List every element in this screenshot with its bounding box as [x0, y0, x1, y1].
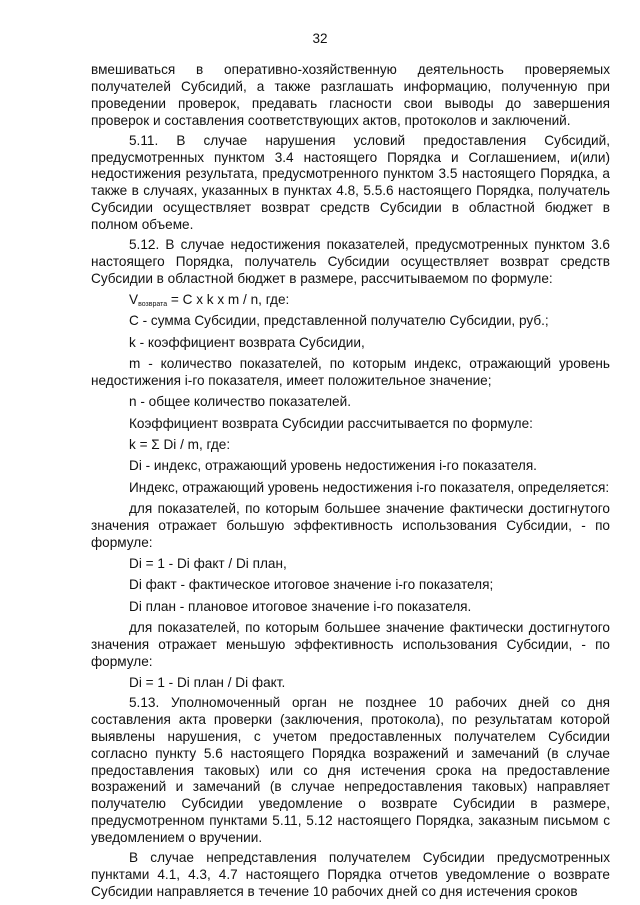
index-intro: Индекс, отражающий уровень недостижения i-го показателя, определяется: [129, 479, 610, 495]
paragraph-5-12: 5.12. В случае недостижения показателей, предусмотренных пунктом 3.6 настоящего Порядка, получатель Субсидии осуществляет возврат средств Субсидии в областной бюджет в размере, рассчитываемом по формуле: [91, 237, 610, 286]
formula-return-amount [91, 292, 610, 309]
formula-v: V [129, 292, 139, 308]
definition-di-plan: Di план - плановое итоговое значение i-го показателя. [129, 598, 472, 614]
definition-m: m - количество показателей, по которым индекс, отражающий уровень недостижения i-го показателя, имеет положительное значение; [91, 356, 610, 388]
case-greater-worse: для показателей, по которым большее значение фактически достигнутого значения отражает меньшую эффективность использования Субсидии, - по формуле: [91, 620, 610, 669]
paragraph-5-11: 5.11. В случае нарушения условий предоставления Субсидий, предусмотренных пунктом 3.4 настоящего Порядка и Соглашением, и(или) недостижения результата, предусмотренного пунктом 3.5 настоящего Порядка, а также в случаях, указанных в пунктах 4.8, 5.5.6 настоящего Порядка, получатель Субсидии осуществляет возврат средств Субсидии в областной бюджет в полном объеме. [91, 132, 610, 232]
definition-di-fact: Di факт - фактическое итоговое значение i-го показателя; [129, 577, 494, 593]
document-body [91, 62, 610, 901]
definition-k: k - коэффициент возврата Субсидии, [129, 334, 365, 350]
coefficient-intro: Коэффициент возврата Субсидии рассчитывается по формуле: [129, 415, 533, 431]
definition-c: C - сумма Субсидии, представленной получателю Субсидии, руб.; [129, 313, 549, 329]
definition-n: n - общее количество показателей. [129, 394, 351, 410]
formula-di-2: Di = 1 - Di план / Di факт. [129, 675, 286, 691]
paragraph-continuation: вмешиваться в оперативно-хозяйственную деятельность проверяемых получателей Субсидий, а также разглашать информацию, полученную при проведении проверок, предавать гласности свои выводы до завершения проверок и составления соответствующих актов, протоколов и заключений. [91, 62, 610, 128]
formula-subscript: возврата [138, 301, 168, 309]
definition-di: Di - индекс, отражающий уровень недостижения i-го показателя. [129, 458, 537, 474]
page-number: 32 [312, 31, 328, 46]
formula-di-1: Di = 1 - Di факт / Di план, [129, 556, 287, 572]
case-greater-better: для показателей, по которым большее значение фактически достигнутого значения отражает большую эффективность использования Субсидии, - по формуле: [91, 501, 610, 550]
formula-rest: = C x k x m / n, где: [167, 292, 290, 308]
paragraph-reports: В случае непредставления получателем Субсидии предусмотренных пунктами 4.1, 4.3, 4.7 настоящего Порядка отчетов уведомление о возврате Субсидии направляется в течение 10 рабочих дней со дня истечения сроков [91, 850, 610, 899]
formula-coefficient: k = Σ Di / m, где: [129, 436, 231, 452]
paragraph-5-13: 5.13. Уполномоченный орган не позднее 10 рабочих дней со дня составления акта проверки (заключения, протокола), по результатам которой выявлены нарушения, с учетом предоставленных получателем Субсидии согласно пункту 5.6 настоящего Порядка возражений и замечаний (в случае предоставления таковых) или со дня истечения срока на предоставление возражений и замечаний (в случае непредоставления таковых) направляет получателю Субсидии уведомление о возврате Субсидии в размере, предусмотренном пунктами 5.11, 5.12 настоящего Порядка, заказным письмом с уведомлением о вручении. [91, 695, 610, 845]
